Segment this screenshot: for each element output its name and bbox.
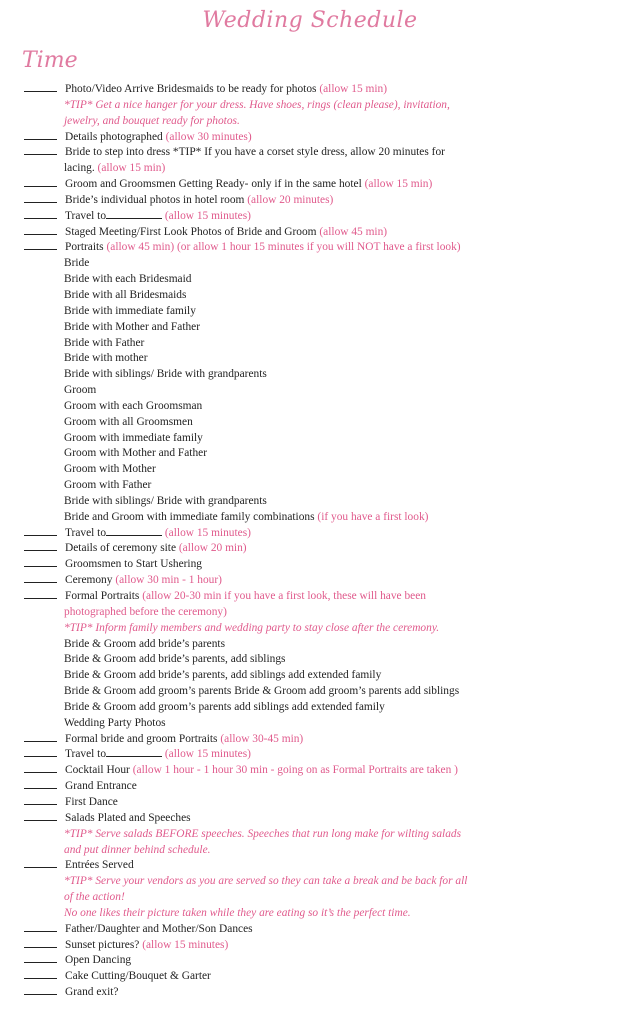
time-note: (allow 15 minutes) (164, 209, 251, 222)
item-text: Cake Cutting/Bouquet & Garter (65, 970, 211, 983)
sub-item (24, 288, 606, 304)
item-text: Bride & Groom add groom’s parents add siblings add extended family (64, 700, 385, 713)
sub-item (24, 336, 606, 352)
item-text: Bride & Groom add groom’s parents Bride & Groom add groom’s parents add siblings (64, 685, 460, 698)
sub-item (24, 256, 606, 272)
time-note: (allow 30 minutes) (165, 130, 252, 143)
tip-text: No one likes their picture taken while they are eating so it’s the perfect time. (64, 906, 411, 919)
sub-item (24, 478, 606, 494)
sub-item (24, 351, 606, 367)
tip-line (24, 114, 606, 130)
section-heading: Time (22, 48, 78, 73)
time-blank (24, 747, 57, 757)
time-blank (24, 763, 57, 773)
tip-text: *TIP* Serve salads BEFORE speeches. Speeches that run long make for wilting salads (64, 827, 462, 840)
schedule-item (24, 541, 606, 557)
time-blank (24, 985, 57, 995)
item-text: Ceremony (65, 574, 113, 587)
time-blank (24, 922, 57, 932)
time-blank (24, 130, 57, 140)
item-text: Groom with Mother (64, 463, 156, 476)
schedule-item (24, 589, 606, 605)
item-text: Bride’s individual photos in hotel room (65, 193, 245, 206)
schedule-item (24, 763, 606, 779)
time-blank (24, 193, 57, 203)
item-text: Bride with each Bridesmaid (64, 273, 192, 286)
page-title: Wedding Schedule (202, 8, 418, 33)
item-text: Groom with Mother and Father (64, 447, 207, 460)
time-note: (allow 20 min) (178, 542, 247, 555)
time-blank (24, 938, 57, 948)
sub-item (24, 304, 606, 320)
item-text: Father/Daughter and Mother/Son Dances (65, 922, 253, 935)
tip-text: of the action! (64, 891, 125, 904)
schedule-item (24, 526, 606, 542)
sub-item (24, 161, 606, 177)
time-blank (24, 225, 57, 235)
item-text: Bride with Father (64, 336, 145, 349)
schedule-item (24, 953, 606, 969)
item-text: Bride with siblings/ Bride with grandparents (64, 494, 267, 507)
tip-line (24, 890, 606, 906)
time-note: (allow 30-45 min) (220, 732, 304, 745)
item-text: Entrées Served (65, 859, 134, 872)
tip-text: and put dinner behind schedule. (64, 843, 211, 856)
time-note: (allow 20 minutes) (247, 193, 334, 206)
item-text: Grand Entrance (65, 780, 137, 793)
schedule-item (24, 858, 606, 874)
time-note: (allow 15 minutes) (142, 938, 229, 951)
time-note: (allow 15 min) (97, 162, 166, 175)
schedule-item (24, 732, 606, 748)
sub-item (24, 446, 606, 462)
sub-item (24, 367, 606, 383)
item-text: Groom and Groomsmen Getting Ready- only if in the same hotel (65, 178, 362, 191)
time-blank (24, 779, 57, 789)
item-text: Bride with all Bridesmaids (64, 288, 187, 301)
sub-item (24, 320, 606, 336)
tip-line (24, 827, 606, 843)
time-note: (allow 1 hour - 1 hour 30 min - going on as Formal Portraits are taken ) (132, 764, 458, 777)
schedule-item (24, 969, 606, 985)
sub-item (24, 383, 606, 399)
item-text: Groom with all Groomsmen (64, 415, 193, 428)
sub-item (24, 494, 606, 510)
tip-line (24, 874, 606, 890)
item-text: Staged Meeting/First Look Photos of Bride and Groom (65, 225, 317, 238)
time-note: (allow 20-30 min if you have a first look, these will have been (142, 590, 426, 602)
sub-item (24, 399, 606, 415)
schedule-item (24, 82, 606, 98)
time-blank (24, 240, 57, 250)
schedule-item (24, 177, 606, 193)
destination-blank (106, 526, 162, 536)
item-text: Details of ceremony site (65, 542, 177, 555)
sub-item (24, 605, 606, 621)
time-note: (allow 15 min) (364, 178, 433, 191)
item-text: Groom (64, 384, 97, 397)
tip-text: *TIP* Serve your vendors as you are served so they can take a break and be back for all (64, 875, 468, 888)
schedule-item (24, 938, 606, 954)
item-text: Salads Plated and Speeches (65, 811, 191, 824)
sub-item (24, 415, 606, 431)
sub-item (24, 668, 606, 684)
item-text: Cocktail Hour (65, 764, 130, 777)
schedule-item (24, 985, 606, 1001)
time-blank (24, 811, 57, 821)
item-text: Details photographed (65, 130, 163, 143)
time-blank (24, 732, 57, 742)
sub-item (24, 684, 606, 700)
item-text: Photo/Video Arrive Bridesmaids to be ready for photos (65, 83, 317, 95)
item-text: Bride to step into dress *TIP* If you have a corset style dress, allow 20 minutes for (65, 146, 445, 159)
time-note: (allow 15 minutes) (164, 748, 251, 761)
schedule-item (24, 795, 606, 811)
time-note: (allow 45 min) (or allow 1 hour 15 minutes if you will NOT have a first look) (106, 241, 461, 254)
schedule-item (24, 922, 606, 938)
item-text: Bride & Groom add bride’s parents, add siblings (64, 653, 286, 666)
item-text: Groom with Father (64, 479, 152, 492)
destination-blank (106, 747, 162, 757)
item-text: Wedding Party Photos (64, 716, 166, 729)
sub-item (24, 700, 606, 716)
item-text: Formal Portraits (65, 590, 140, 602)
time-blank (24, 969, 57, 979)
schedule-list (24, 82, 606, 1001)
time-note: (allow 30 min - 1 hour) (115, 574, 222, 587)
time-blank (24, 145, 57, 155)
sub-item (24, 431, 606, 447)
schedule-item (24, 209, 606, 225)
item-text: Groom with each Groomsman (64, 399, 203, 412)
tip-line (24, 843, 606, 859)
item-text: Bride & Groom add bride’s parents, add siblings add extended family (64, 669, 382, 682)
item-text: Bride and Groom with immediate family combinations (64, 510, 315, 523)
sub-item (24, 716, 606, 732)
time-blank (24, 177, 57, 187)
item-text: First Dance (65, 795, 118, 808)
schedule-item (24, 193, 606, 209)
sub-item (24, 272, 606, 288)
time-note: (allow 15 min) (319, 83, 388, 95)
tip-line (24, 98, 606, 114)
schedule-item (24, 225, 606, 241)
time-note: (allow 45 min) (319, 225, 388, 238)
time-blank (24, 557, 57, 567)
item-text: Bride with Mother and Father (64, 320, 201, 333)
tip-line (24, 621, 606, 637)
time-blank (24, 573, 57, 583)
item-text: Groom with immediate family (64, 431, 203, 444)
sub-item (24, 637, 606, 653)
time-note: (allow 15 minutes) (164, 526, 251, 539)
schedule-item (24, 240, 606, 256)
item-text: Bride with siblings/ Bride with grandparents (64, 368, 267, 381)
item-text: Travel to (65, 526, 107, 539)
time-blank (24, 858, 57, 868)
schedule-item (24, 747, 606, 763)
tip-text: jewelry, and bouquet ready for photos. (64, 114, 240, 127)
item-text: Groomsmen to Start Ushering (65, 558, 202, 571)
time-blank (24, 589, 57, 599)
item-text: Bride (64, 257, 90, 270)
tip-text: *TIP* Inform family members and wedding party to stay close after the ceremony. (64, 621, 440, 634)
schedule-item (24, 811, 606, 827)
time-blank (24, 953, 57, 963)
schedule-item (24, 145, 606, 161)
time-blank (24, 526, 57, 536)
item-text: Travel to (65, 748, 107, 761)
time-note: (if you have a first look) (317, 510, 429, 523)
item-text: Bride with mother (64, 352, 148, 365)
item-text: Portraits (65, 241, 104, 254)
item-text: Formal bride and groom Portraits (65, 732, 218, 745)
time-blank (24, 82, 57, 92)
sub-item (24, 462, 606, 478)
schedule-item (24, 130, 606, 146)
tip-line (24, 906, 606, 922)
item-text: lacing. (64, 162, 95, 175)
schedule-item (24, 573, 606, 589)
time-blank (24, 795, 57, 805)
sub-item (24, 510, 606, 526)
destination-blank (106, 209, 162, 219)
item-text: Grand exit? (65, 986, 119, 999)
item-text: Sunset pictures? (65, 938, 140, 951)
schedule-item (24, 557, 606, 573)
item-text: Open Dancing (65, 954, 132, 967)
sub-item (24, 652, 606, 668)
time-note: photographed before the ceremony) (64, 605, 227, 618)
item-text: Bride & Groom add bride’s parents (64, 637, 226, 650)
schedule-item (24, 779, 606, 795)
time-blank (24, 541, 57, 551)
tip-text: *TIP* Get a nice hanger for your dress. Have shoes, rings (clean please), invitation, (64, 98, 450, 111)
item-text: Bride with immediate family (64, 304, 196, 317)
time-blank (24, 209, 57, 219)
item-text: Travel to (65, 209, 107, 222)
